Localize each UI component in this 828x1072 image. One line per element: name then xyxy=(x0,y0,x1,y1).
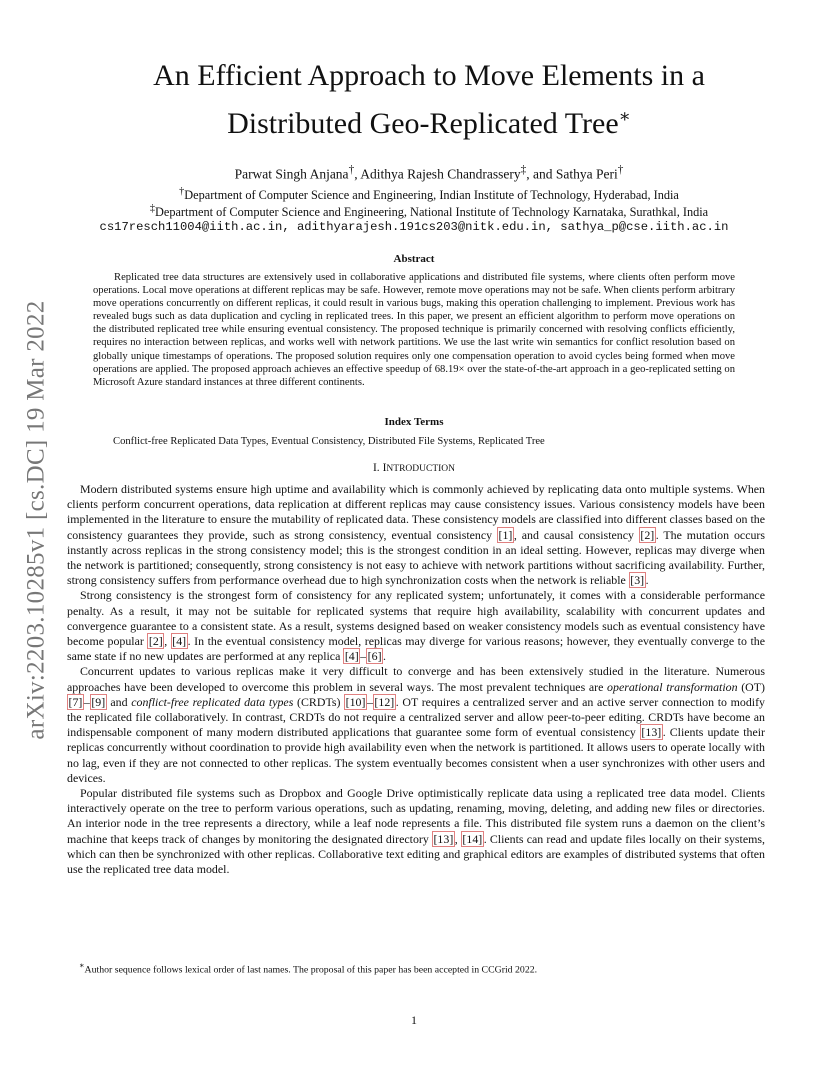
author-mark: † xyxy=(617,164,624,176)
citation-link[interactable]: [2] xyxy=(640,527,655,542)
citation-link[interactable]: [13] xyxy=(641,725,662,740)
author-name: Sathya Peri xyxy=(555,166,618,182)
paragraph: Concurrent updates to various replicas make it very difficult to converge and has been extensively studied in the literature. Numerous approaches have been developed to overcome this problem in several ways. The most prevalent techniques are operational transformation (OT) [7] – [9] and conflict-free replicated data types (CRDTs) [10] – [12] . OT requires a centralized server and an active server connection to modify the replicated file collaboratively. In contrast, CRDTs do not require a centralized server and allow peer-to-peer editing. CRDTs have become an indispensable component of many modern distributed applications that guarantee some form of eventual consistency [13] . Clients update their replicas concurrently without coordination to provide high availability even when the network is partitioned. It allows users to operate locally with no lag, even if they are not connected to other replicas. The system eventually becomes consistent when a user synchronizes with other users and devices. xyxy=(67,664,765,785)
index-terms-text: Conflict-free Replicated Data Types, Eventual Consistency, Distributed File Systems, Replicated Tree xyxy=(113,436,545,447)
title-footnote-mark: ∗ xyxy=(618,106,631,126)
introduction-body xyxy=(67,482,765,877)
page-number: 1 xyxy=(411,1013,417,1027)
affiliation-1: †Department of Computer Science and Engineering, Indian Institute of Technology, Hyderabad, India xyxy=(179,186,679,203)
author-name: Adithya Rajesh Chandrassery xyxy=(360,166,521,182)
citation-link[interactable]: [6] xyxy=(367,649,382,664)
paragraph: Modern distributed systems ensure high uptime and availability which is commonly achieved by replicating data onto multiple systems. When clients perform concurrent operations, data replication at different replicas may cause consistency issues. Various consistency models have been implemented in the literature to ensure the mutability of replicated data. These consistency models are classified into different classes based on the consistency guarantees they provide, such as strong consistency, eventual consistency [1] , and causal consistency [2] . The mutation occurs instantly across replicas in the strong consistency model; this is the strongest condition in an ideal setting. However, replicas may diverge when the network is partitioned; consequently, strong consistency is not easy to achieve with network partitions without sacrificing availability. Further, strong consistency suffers from performance overhead due to high synchronization costs when the network is reliable [3] . xyxy=(67,482,766,588)
section-heading-introduction: I. INTRODUCTION xyxy=(372,462,456,474)
author-list: Parwat Singh Anjana†, Adithya Rajesh Chandrassery‡, and Sathya Peri† xyxy=(234,164,624,182)
paragraph: Popular distributed file systems such as Dropbox and Google Drive optimistically replicate data using a replicated tree data model. Clients interactively operate on the tree to perform various operations, such as updating, renaming, moving, deleting, and adding new files or directories. An interior node in the tree represents a directory, while a leaf node represents a file. This distributed file system runs a daemon on the client’s machine that keeps track of changes by monitoring the designated directory [13] , [14] . Clients can read and update files locally on their systems, which can then be synchronized with other replicas. Collaborative text editing and graphical editors are examples of distributed systems that often use the replicated tree data model. xyxy=(67,786,765,877)
citation-link[interactable]: [9] xyxy=(91,694,106,709)
title-line-2: Distributed Geo-Replicated Tree xyxy=(227,107,619,140)
index-terms-heading: Index Terms xyxy=(384,416,444,428)
citation-link[interactable]: [2] xyxy=(148,634,163,649)
author-mark: ‡ xyxy=(520,164,527,176)
footnote: ∗Author sequence follows lexical order of last names. The proposal of this paper has been accepted in CCGrid 2022. xyxy=(79,961,538,976)
title-line-1: An Efficient Approach to Move Elements in a xyxy=(153,59,705,92)
arxiv-identifier[interactable]: arXiv:2203.10285v1 [cs.DC] 19 Mar 2022 xyxy=(23,300,50,740)
citation-link[interactable]: [4] xyxy=(344,649,359,664)
author-emails[interactable]: cs17resch11004@iith.ac.in, adithyarajesh.191cs203@nitk.edu.in, sathya_p@cse.iith.ac.in xyxy=(99,220,729,234)
citation-link[interactable]: [12] xyxy=(374,694,395,709)
abstract-text: Replicated tree data structures are extensively used in collaborative applications and distributed file systems, where clients often perform move operations. Local move operations at different replicas may be safe. However, remote move operations may not be safe. When clients perform arbitrary move operations concurrently on different replicas, it could result in various bugs, making this operation challenging to implement. Previous work has revealed bugs such as data duplication and cycling in replicated trees. In this paper, we present an efficient algorithm to perform move operations on the distributed replicated tree while ensuring eventual consistency. The proposed technique is primarily concerned with resolving conflicts efficiently, requires no interaction between replicas, and works well with network partitions. We use the last write win semantics for conflict resolution based on globally unique timestamps of operations. The proposed solution requires only one compensation operation to avoid cycles being formed when move operations are applied. The proposed approach achieves an effective speedup of 68.19× over the state-of-the-art approach in a geo-replicated setting on Microsoft Azure standard instances at three different continents. xyxy=(93,272,735,388)
arxiv-stamp xyxy=(22,280,52,760)
abstract-heading: Abstract xyxy=(393,253,435,265)
author-name: Parwat Singh Anjana xyxy=(234,166,349,182)
citation-link[interactable]: [4] xyxy=(172,634,187,649)
citation-link[interactable]: [10] xyxy=(345,694,366,709)
paragraph: Strong consistency is the strongest form of consistency for any replicated system; unfortunately, it comes with a considerable performance penalty. As a result, it may not be suitable for replicated systems that require high availability, scalability with concurrent updates and convergence guarantee to a consistent state. As a result, systems designed based on weaker consistency models such as eventual consistency have become popular [2] , [4] . In the eventual consistency model, replicas may diverge for various reasons; however, they eventually converge to the same state if no new updates are performed at any replica [4] – [6] . xyxy=(67,588,765,664)
paper-title xyxy=(60,56,798,144)
citation-link[interactable]: [13] xyxy=(433,831,454,846)
citation-link[interactable]: [3] xyxy=(630,573,645,588)
author-mark: † xyxy=(348,164,355,176)
citation-link[interactable]: [14] xyxy=(462,831,483,846)
affiliation-2: ‡Department of Computer Science and Engineering, National Institute of Technology Karnataka, Surathkal, India xyxy=(149,203,709,220)
citation-link[interactable]: [1] xyxy=(498,527,513,542)
citation-link[interactable]: [7] xyxy=(68,694,83,709)
